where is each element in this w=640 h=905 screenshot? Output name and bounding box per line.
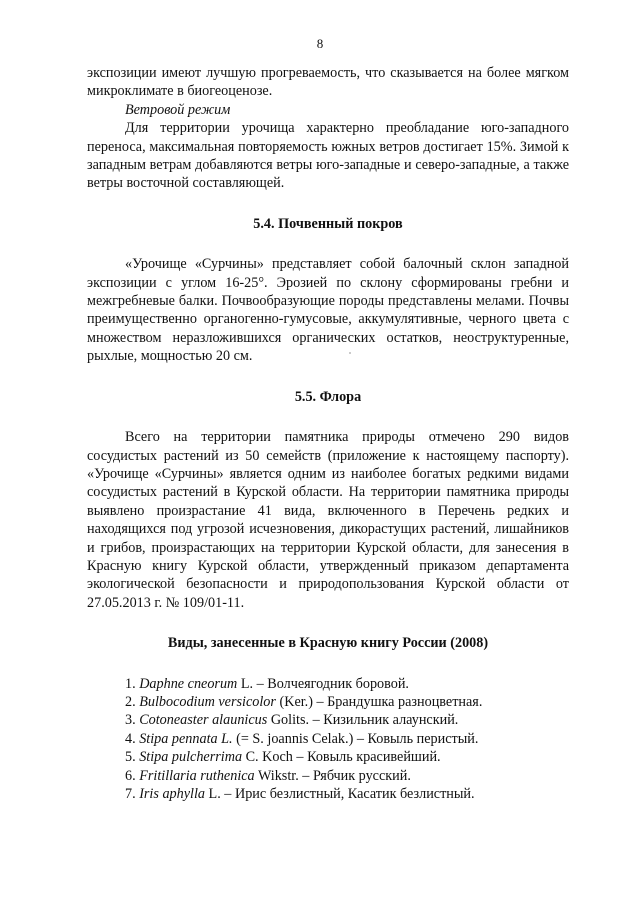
species-item [125, 767, 569, 785]
species-item [125, 693, 569, 711]
flora-section-heading: 5.5. Флора [294, 388, 362, 405]
species-number: 1. [125, 675, 140, 692]
species-latin-name: Daphne cneorum [139, 675, 238, 692]
species-item [125, 730, 569, 748]
soil-paragraph: «Урочище «Сурчины» представляет собой балочный склон западной экспозиции с углом 16-25°. Эрозией по склону сформированы гребни и межгребневые балки. Почвообразующие породы представлены мелами. Почвы преимущественно органогенно-гумусовые, аккумулятивные, черного цвета с множеством неразложившихся органических остатков, неоструктуренные, рыхлые, мощностью 20 см. [87, 256, 569, 365]
red-book-heading: Виды, занесенные в Красную книгу России (2008) [167, 635, 489, 652]
species-item [125, 748, 569, 766]
species-list [87, 675, 569, 804]
species-item [125, 675, 569, 693]
species-item [125, 711, 569, 729]
species-authority-and-common-name: (= S. joannis Celak.) – Ковыль перистый. [232, 730, 479, 747]
species-authority-and-common-name: Golits. – Кизильник алаунский. [267, 712, 459, 729]
species-latin-name: Cotoneaster alaunicus [139, 712, 268, 729]
species-number: 2. [125, 693, 140, 710]
intro-paragraph: экспозиции имеют лучшую прогреваемость, что сказывается на более мягком микроклимате в биогеоценозе. [87, 65, 569, 100]
species-number: 6. [125, 767, 140, 784]
species-number: 7. [125, 786, 140, 802]
page-number: 8 [316, 36, 324, 51]
scan-speck [349, 352, 351, 354]
species-authority-and-common-name: Wikstr. – Рябчик русский. [254, 767, 411, 784]
species-latin-name: Bulbocodium versicolor [139, 693, 276, 710]
species-number: 5. [125, 749, 140, 766]
species-authority-and-common-name: (Ker.) – Брандушка разноцветная. [275, 693, 483, 710]
species-authority-and-common-name: L. – Ирис безлистный, Касатик безлистный. [205, 786, 475, 802]
wind-regime-heading: Ветровой режим [125, 101, 231, 118]
species-authority-and-common-name: C. Koch – Ковыль красивейший. [242, 749, 441, 766]
species-latin-name: Fritillaria ruthenica [139, 767, 255, 784]
flora-paragraph: Всего на территории памятника природы отмечено 290 видов сосудистых растений из 50 семейств (приложение к настоящему паспорту). «Урочище «Сурчины» является одним из наиболее богатых редкими видами сосудистых растений в Курской области. На территории памятника природы выявлено произрастание 41 вида, включенного в Перечень редких и находящихся под угрозой исчезновения, дикорастущих растений, лишайников и грибов, произрастающих на территории Курской области, для занесения в Красную книгу Курской области, утвержденный приказом департамента экологической безопасности и природопользования Курской области от 27.05.2013 г. № 109/01-11. [87, 429, 569, 611]
soil-section-heading: 5.4. Почвенный покров [253, 215, 403, 232]
wind-regime-paragraph: Для территории урочища характерно преобладание юго-западного переноса, максимальная повторяемость южных ветров достигает 15%. Зимой к западным ветрам добавляются ветры юго-западные и северо-западные, а также ветры восточной составляющей. [87, 120, 569, 192]
species-latin-name: Stipa pennata L. [139, 730, 233, 747]
species-item [125, 785, 569, 803]
species-number: 4. [125, 730, 140, 747]
species-authority-and-common-name: L. – Волчеягодник боровой. [237, 675, 409, 692]
species-latin-name: Stipa pulcherrima [139, 749, 243, 766]
species-number: 3. [125, 712, 140, 729]
species-latin-name: Iris aphylla [139, 786, 205, 802]
document-body [87, 64, 569, 803]
